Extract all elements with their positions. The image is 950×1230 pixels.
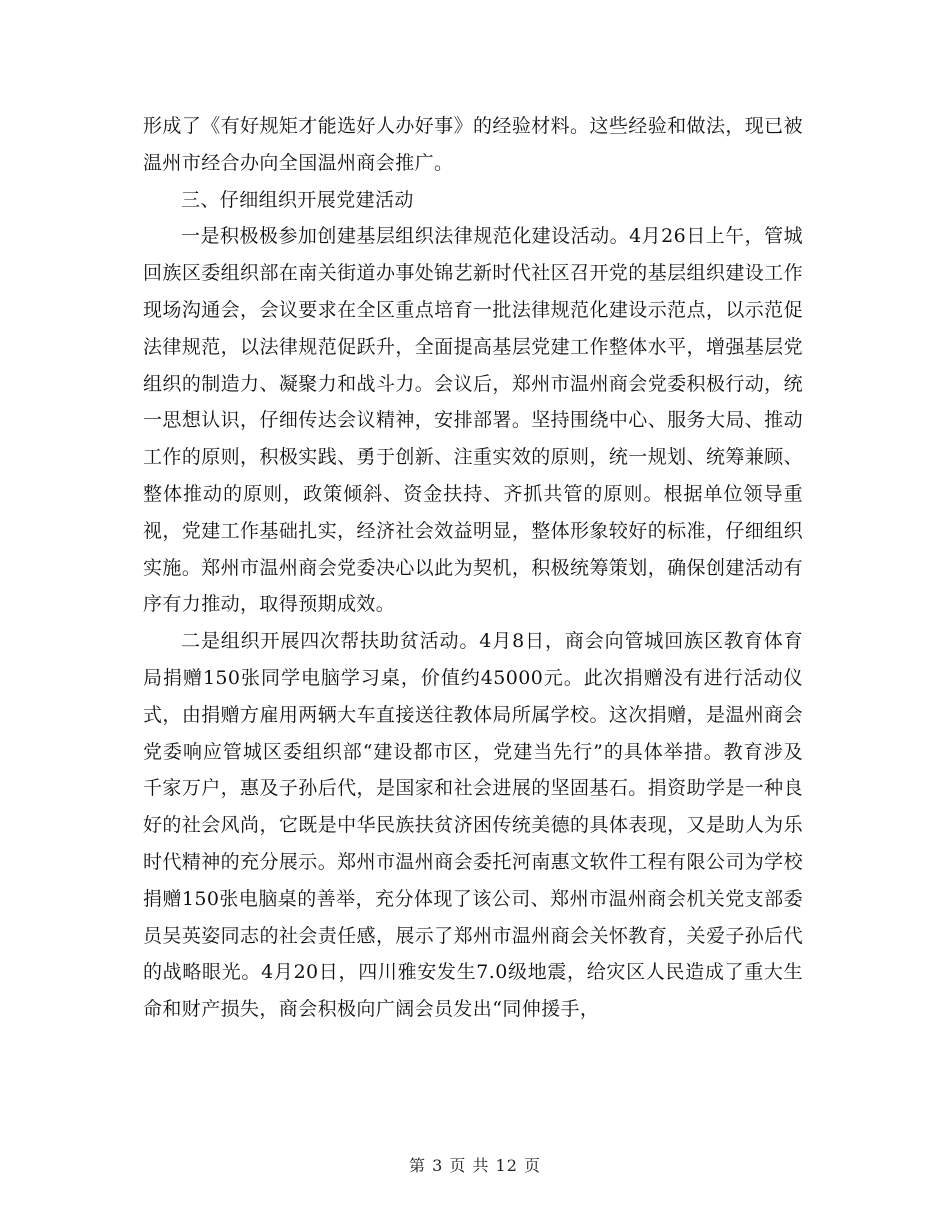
paragraph-two: 二是组织开展四次帮扶助贫活动。4月8日，商会向管城回族区教育体育局捐赠150张同学电脑学习桌，价值约45000元。此次捐赠没有进行活动仪式，由捐赠方雇用两辆大车直接送往教体局所属学校。这次捐赠，是温州商会党委响应管城区委组织部“建设都市区，党建当先行”的具体举措。教育涉及千家万户，惠及子孙后代，是国家和社会进展的坚固基石。捐资助学是一种良好的社会风尚，它既是中华民族扶贫济困传统美德的具体表现，又是助人为乐时代精神的充分展示。郑州市温州商会委托河南惠文软件工程有限公司为学校捐赠150张电脑桌的善举，充分体现了该公司、郑州市温州商会机关党支部委员吴英姿同志的社会责任感，展示了郑州市温州商会关怀教育，关爱子孙后代的战略眼光。4月20日，四川雅安发生7.0级地震，给灾区人民造成了重大生命和财产损失，商会积极向广阔会员发出“同伸援手， [143, 630, 803, 1021]
paragraph-one: 一是积极极参加创建基层组织法律规范化建设活动。4月26日上午，管城回族区委组织部在南关街道办事处锦艺新时代社区召开党的基层组织建设工作现场沟通会，会议要求在全区重点培育一批法律规范化建设示范点，以示范促法律规范，以法律规范促跃升，全面提高基层党建工作整体水平，增强基层党组织的制造力、凝聚力和战斗力。会议后，郑州市温州商会党委积极行动，统一思想认识，仔细传达会议精神，安排部署。坚持围绕中心、服务大局、推动工作的原则，积极实践、勇于创新、注重实效的原则，统一规划、统筹兼顾、整体推动的原则，政策倾斜、资金扶持、齐抓共管的原则。根据单位领导重视，党建工作基础扎实，经济社会效益明显，整体形象较好的标准，仔细组织实施。郑州市温州商会党委决心以此为契机，积极统筹策划，确保创建活动有序有力推动，取得预期成效。 [143, 225, 803, 616]
section-heading: 三、仔细组织开展党建活动 [181, 188, 414, 211]
page-footer: 第 3 页 共 12 页 [409, 1156, 541, 1175]
paragraph-continuation: 形成了《有好规矩才能选好人办好事》的经验材料。这些经验和做法，现已被温州市经合办向全国温州商会推广。 [143, 115, 803, 174]
document-body [143, 108, 803, 1028]
